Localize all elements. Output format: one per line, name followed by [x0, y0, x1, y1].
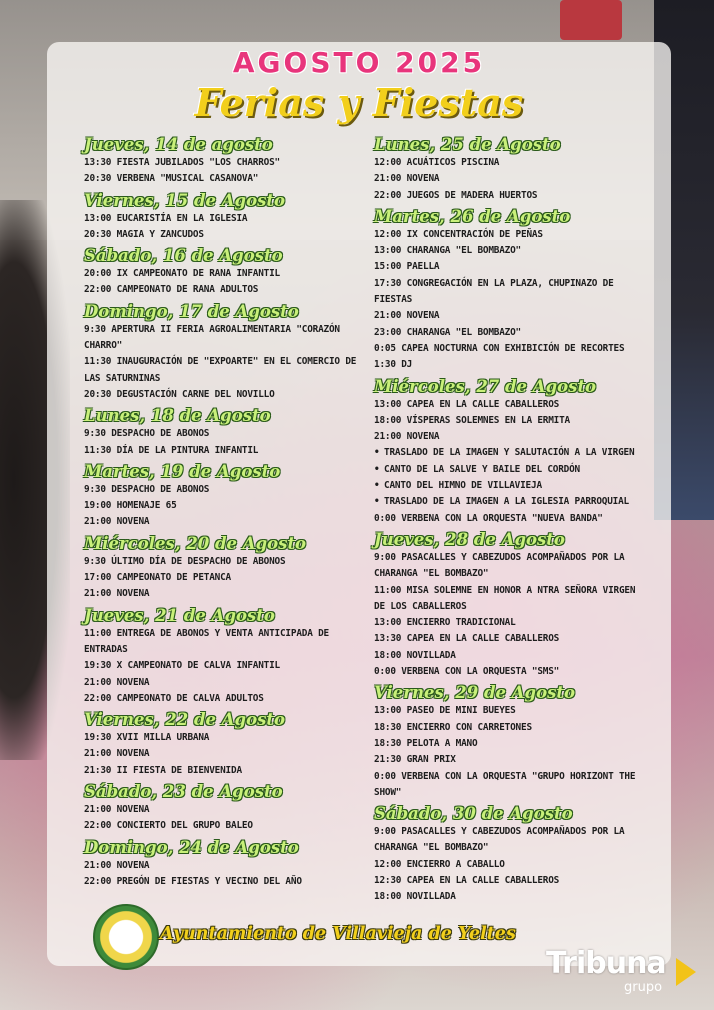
event-item: 18:00 NOVILLADA	[374, 649, 456, 661]
event-item: 13:30 CAPEA EN LA CALLE CABALLEROS	[374, 633, 560, 645]
event-item: 0:00 VERBENA CON LA ORQUESTA "SMS"	[374, 666, 560, 678]
event-item: 13:30 FIESTA JUBILADOS "LOS CHARROS"	[84, 157, 280, 168]
event-item: 1:30 DJ	[374, 359, 413, 371]
event-item: 13:00 CHARANGA "EL BOMBAZO"	[374, 245, 521, 257]
event-item: 22:00 CAMPEONATO DE CALVA ADULTOS	[84, 692, 264, 704]
day-heading: Viernes, 15 de Agosto	[84, 190, 285, 210]
event-item: 22:00 PREGÓN DE FIESTAS Y VECINO DEL AÑO	[84, 875, 302, 887]
event-item: 19:30 XVII MILLA URBANA	[84, 732, 210, 744]
day-heading: Sábado, 16 de Agosto	[84, 246, 283, 266]
event-item: 18:30 ENCIERRO CON CARRETONES	[374, 721, 532, 733]
event-item: 11:00 MISA SOLEMNE EN HONOR A NTRA SEÑORA VIRGEN DE LOS CABALLEROS	[374, 584, 636, 612]
event-item: 12:30 CAPEA EN LA CALLE CABALLEROS	[374, 874, 560, 886]
event-item: 0:05 CAPEA NOCTURNA CON EXHIBICIÓN DE RECORTES	[374, 342, 625, 354]
day-heading: Miércoles, 20 de Agosto	[84, 533, 307, 553]
event-bullet-item: • TRASLADO DE LA IMAGEN A LA IGLESIA PARROQUIAL	[374, 494, 642, 510]
event-item: 0:00 VERBENA CON LA ORQUESTA "NUEVA BANDA"	[374, 512, 603, 524]
organizer-name: Ayuntamiento de Villavieja de Yeltes	[160, 924, 516, 944]
event-item: 23:00 CHARANGA "EL BOMBAZO"	[374, 326, 521, 338]
event-item: 18:00 NOVILLADA	[374, 891, 456, 903]
event-item: 21:00 NOVENA	[84, 748, 150, 760]
event-item: 12:00 ACUÁTICOS PISCINA	[374, 157, 500, 168]
event-item: 20:30 MAGIA Y ZANCUDOS	[84, 228, 204, 240]
event-item: 12:00 IX CONCENTRACIÓN DE PEÑAS	[374, 228, 543, 240]
day-heading: Domingo, 17 de Agosto	[84, 301, 299, 321]
brand-play-icon	[676, 958, 696, 986]
day-heading: Viernes, 22 de Agosto	[84, 710, 285, 730]
event-item: 13:00 ENCIERRO TRADICIONAL	[374, 617, 516, 629]
event-item: 0:00 VERBENA CON LA ORQUESTA "GRUPO HORIZONT THE SHOW"	[374, 770, 636, 798]
event-item: 20:30 DEGUSTACIÓN CARNE DEL NOVILLO	[84, 388, 275, 400]
poster-title: Ferias y Fiestas	[194, 80, 524, 125]
event-item: 11:30 INAUGURACIÓN DE "EXPOARTE" EN EL COMERCIO DE LAS SATURNINAS	[84, 356, 357, 384]
event-item: 17:30 CONGREGACIÓN EN LA PLAZA, CHUPINAZO DE FIESTAS	[374, 277, 614, 306]
day-heading: Jueves, 28 de Agosto	[374, 529, 565, 549]
event-item: 22:00 JUEGOS DE MADERA HUERTOS	[374, 189, 538, 201]
event-item: 13:00 EUCARISTÍA EN LA IGLESIA	[84, 212, 248, 224]
event-item: 22:00 CONCIERTO DEL GRUPO BALEO	[84, 820, 253, 832]
event-item: 21:00 NOVENA	[84, 676, 150, 688]
day-heading: Jueves, 14 de agosto	[84, 135, 273, 154]
event-item: 19:00 HOMENAJE 65	[84, 500, 177, 512]
event-bullet-item: • CANTO DEL HIMNO DE VILLAVIEJA	[374, 478, 642, 494]
background-pole	[560, 0, 622, 40]
schedule-right-column	[374, 132, 642, 906]
event-item: 11:00 ENTREGA DE ABONOS Y VENTA ANTICIPADA DE ENTRADAS	[84, 627, 329, 655]
event-item: 17:00 CAMPEONATO DE PETANCA	[84, 572, 231, 584]
event-item: 9:30 ÚLTIMO DÍA DE DESPACHO DE ABONOS	[84, 555, 286, 567]
event-item: 22:00 CAMPEONATO DE RANA ADULTOS	[84, 284, 259, 296]
event-item: 9:00 PASACALLES Y CABEZUDOS ACOMPAÑADOS POR LA CHARANGA "EL BOMBAZO"	[374, 551, 625, 580]
day-heading: Sábado, 30 de Agosto	[374, 804, 573, 824]
event-item: 9:00 PASACALLES Y CABEZUDOS ACOMPAÑADOS POR LA CHARANGA "EL BOMBAZO"	[374, 826, 625, 854]
town-seal-icon	[93, 904, 159, 970]
day-heading: Lunes, 25 de Agosto	[374, 135, 561, 154]
event-bullet-item: • TRASLADO DE LA IMAGEN Y SALUTACIÓN A LA VIRGEN	[374, 445, 642, 461]
day-heading: Domingo, 24 de Agosto	[84, 837, 299, 857]
event-item: 11:30 DÍA DE LA PINTURA INFANTIL	[84, 444, 259, 456]
poster-month: AGOSTO 2025	[232, 46, 486, 79]
schedule-left-column	[84, 132, 364, 890]
day-heading: Viernes, 29 de Agosto	[374, 683, 575, 703]
day-heading: Miércoles, 27 de Agosto	[374, 376, 597, 396]
event-item: 9:30 DESPACHO DE ABONOS	[84, 428, 210, 440]
day-heading: Sábado, 23 de Agosto	[84, 782, 283, 802]
event-item: 21:00 NOVENA	[84, 516, 150, 528]
event-item: 21:00 NOVENA	[84, 588, 150, 600]
event-item: 9:30 APERTURA II FERIA AGROALIMENTARIA "CORAZÓN CHARRO"	[84, 323, 340, 352]
brand-subtitle: grupo	[624, 980, 663, 995]
event-item: 21:30 II FIESTA DE BIENVENIDA	[84, 764, 242, 776]
event-item: 19:30 X CAMPEONATO DE CALVA INFANTIL	[84, 660, 280, 672]
event-item: 18:30 PELOTA A MANO	[374, 737, 478, 749]
day-heading: Lunes, 18 de Agosto	[84, 406, 271, 426]
event-item: 21:00 NOVENA	[374, 173, 440, 185]
event-item: 21:00 NOVENA	[374, 431, 440, 443]
event-item: 18:00 VÍSPERAS SOLEMNES EN LA ERMITA	[374, 414, 570, 426]
event-item: 12:00 ENCIERRO A CABALLO	[374, 858, 505, 870]
event-item: 21:00 NOVENA	[84, 859, 150, 871]
event-item: 21:00 NOVENA	[374, 310, 440, 322]
event-bullet-item: • CANTO DE LA SALVE Y BAILE DEL CORDÓN	[374, 462, 642, 478]
event-item: 21:30 GRAN PRIX	[374, 754, 456, 766]
brand-logo[interactable]: Tribuna	[546, 946, 666, 981]
event-item: 13:00 PASEO DE MINI BUEYES	[374, 705, 516, 717]
day-heading: Martes, 19 de Agosto	[84, 461, 281, 481]
event-item: 20:00 IX CAMPEONATO DE RANA INFANTIL	[84, 268, 280, 280]
event-item: 13:00 CAPEA EN LA CALLE CABALLEROS	[374, 398, 560, 410]
day-heading: Martes, 26 de Agosto	[374, 206, 571, 226]
event-item: 21:00 NOVENA	[84, 804, 150, 816]
event-item: 15:00 PAELLA	[374, 261, 440, 273]
day-heading: Jueves, 21 de Agosto	[84, 605, 275, 625]
event-item: 20:30 VERBENA "MUSICAL CASANOVA"	[84, 173, 259, 185]
event-item: 9:30 DESPACHO DE ABONOS	[84, 483, 210, 495]
